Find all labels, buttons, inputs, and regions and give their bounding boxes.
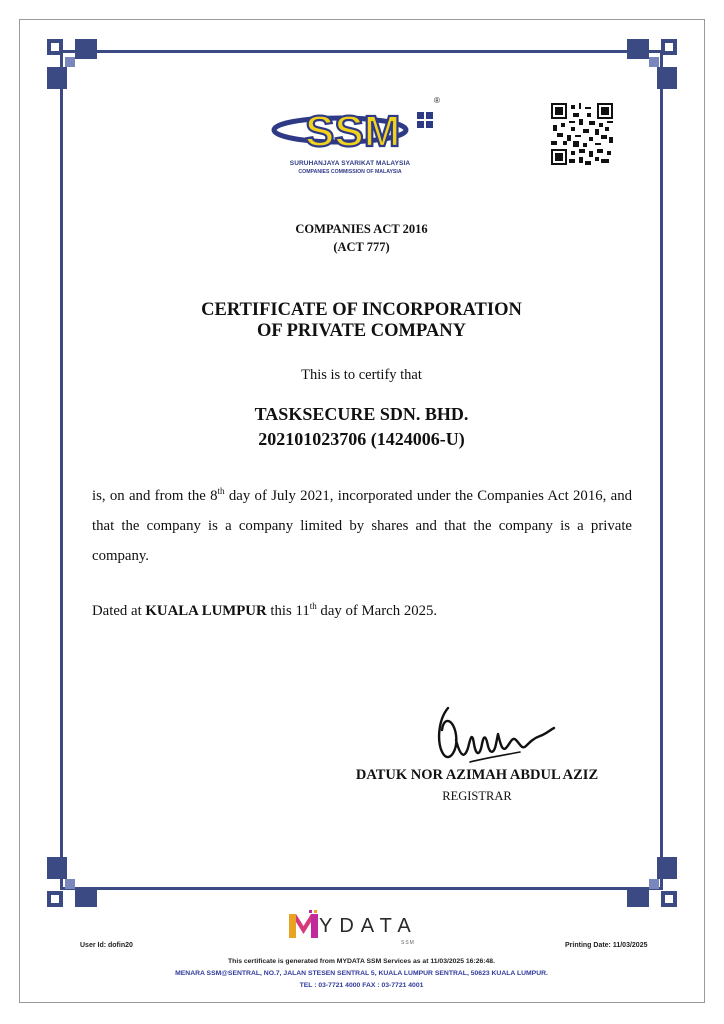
dated-prefix: Dated at: [92, 603, 146, 619]
registration-number: 202101023706 (1424006-U): [258, 429, 465, 449]
act-number: (ACT 777): [333, 240, 390, 254]
office-address: MENARA SSM@SENTRAL, NO.7, JALAN STESEN SENTRAL 5, KUALA LUMPUR SENTRAL, 50623 KUALA LUMPUR.: [175, 970, 548, 977]
registered-mark: ®: [434, 96, 440, 105]
ssm-logo-icon: [270, 96, 455, 160]
body-text-part1: is, on and from the 8: [92, 488, 218, 504]
certificate-title-line1: CERTIFICATE OF INCORPORATION: [201, 300, 522, 320]
dated-place: KUALA LUMPUR: [145, 603, 267, 619]
certify-statement: This is to certify that: [301, 367, 422, 383]
dated-mid: this 11: [266, 603, 310, 619]
dated-ordinal-suffix: th: [309, 601, 317, 611]
body-ordinal-suffix: th: [217, 486, 225, 496]
registrar-signature: [430, 700, 560, 770]
agency-name-malay: SURUHANJAYA SYARIKAT MALAYSIA: [289, 160, 411, 167]
agency-name-english: COMPANIES COMMISSION OF MALAYSIA: [298, 169, 402, 175]
ssm-logo: [270, 96, 455, 186]
corner-ornament-top-left: [47, 39, 97, 89]
signer-role: REGISTRAR: [442, 789, 512, 803]
dated-suffix: day of March 2025.: [316, 603, 438, 619]
dated-statement: [92, 603, 632, 620]
mydata-logo-icon: [289, 910, 319, 940]
printing-date: Printing Date: 11/03/2025: [565, 942, 648, 949]
contact-numbers: TEL : 03-7721 4000 FAX : 03-7721 4001: [299, 982, 424, 989]
svg-text:SSM: SSM: [305, 107, 401, 156]
act-title: COMPANIES ACT 2016: [295, 222, 428, 236]
corner-ornament-top-right: [627, 39, 677, 89]
body-text-part2: day of July 2021, incorporated under the Companies Act 2016, and that the company is a company limited by shares and that the company is a private company.: [92, 488, 632, 564]
qr-code-icon: [551, 103, 613, 165]
mydata-logo: [289, 910, 439, 948]
mydata-sub-label: SSM: [401, 940, 415, 946]
incorporation-statement: [92, 481, 632, 571]
corner-ornament-bottom-left: [47, 857, 97, 907]
mydata-wordmark: YDATA: [319, 915, 418, 937]
generated-note: This certificate is generated from MYDATA SSM Services as at 11/03/2025 16:26:48.: [228, 958, 495, 965]
certificate-title-line2: OF PRIVATE COMPANY: [257, 321, 466, 341]
company-name: TASKSECURE SDN. BHD.: [254, 404, 469, 424]
corner-ornament-bottom-right: [627, 857, 677, 907]
user-id: User Id: dofin20: [80, 942, 133, 949]
signer-name: DATUK NOR AZIMAH ABDUL AZIZ: [355, 767, 599, 783]
